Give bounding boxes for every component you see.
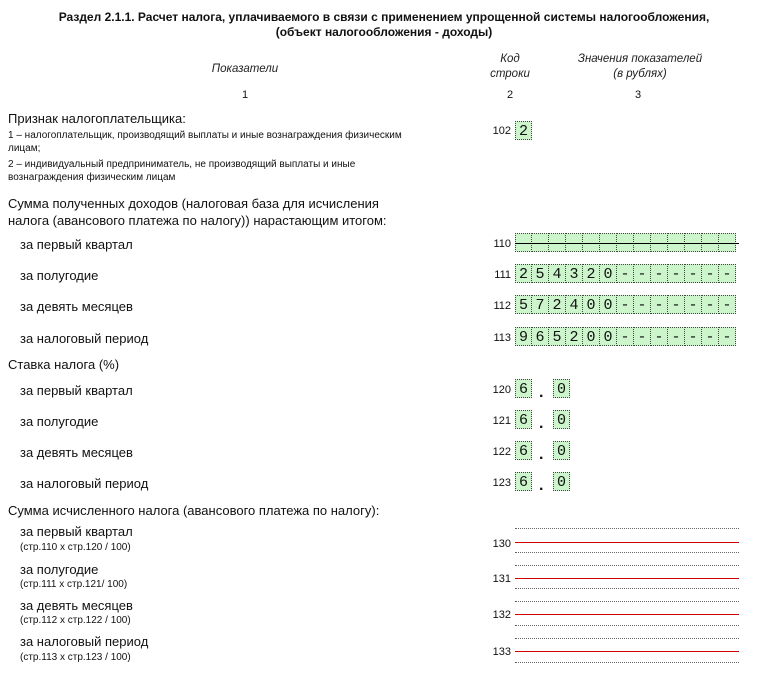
- column-header-values-line2: (в рублях): [613, 68, 667, 80]
- rate-half-year-whole-field[interactable]: [515, 410, 532, 429]
- column-number-2: 2: [506, 89, 514, 101]
- income-row-label: за полугодие: [20, 268, 99, 283]
- rate-row-label: за полугодие: [20, 414, 99, 429]
- digit-cell[interactable]: -: [617, 327, 634, 346]
- calculated-row-formula: (стр.111 х стр.121/ 100): [20, 579, 128, 590]
- cell-grid-bottom: [515, 662, 739, 663]
- calculated-row-formula: (стр.112 х стр.122 / 100): [20, 615, 131, 626]
- rate-q1-frac-field[interactable]: [553, 379, 570, 398]
- taxpayer-sign-label: Признак налогоплательщика:: [8, 111, 186, 126]
- strike-line-131[interactable]: [515, 578, 739, 579]
- digit-cell[interactable]: 6: [515, 410, 532, 429]
- strike-line-130[interactable]: [515, 542, 739, 543]
- strike-line-110: [515, 243, 739, 244]
- line-code-121: 121: [492, 415, 511, 427]
- digit-cell[interactable]: 0: [553, 410, 570, 429]
- digit-cell[interactable]: 0: [553, 441, 570, 460]
- income-nine-months-field[interactable]: [515, 295, 736, 314]
- section-title-line2: (объект налогообложения - доходы): [275, 25, 493, 39]
- digit-cell[interactable]: -: [668, 295, 685, 314]
- digit-cell[interactable]: -: [634, 295, 651, 314]
- digit-cell[interactable]: -: [651, 264, 668, 283]
- digit-cell[interactable]: -: [634, 264, 651, 283]
- cell-grid-top: [515, 638, 739, 639]
- line-code-120: 120: [492, 384, 511, 396]
- rate-nine-months-whole-field[interactable]: [515, 441, 532, 460]
- digit-cell[interactable]: 0: [553, 379, 570, 398]
- cell-grid-bottom: [515, 588, 739, 589]
- digit-cell[interactable]: 2: [566, 327, 583, 346]
- section-title-line1: Раздел 2.1.1. Расчет налога, уплачиваемого в связи с применением упрощенной системы налогообложения,: [58, 10, 710, 24]
- line-code-123: 123: [492, 477, 511, 489]
- column-number-1: 1: [241, 89, 249, 101]
- digit-cell[interactable]: 0: [600, 327, 617, 346]
- digit-cell[interactable]: -: [617, 295, 634, 314]
- line-code-133: 133: [492, 646, 511, 658]
- rate-tax-period-whole-field[interactable]: [515, 472, 532, 491]
- digit-cell[interactable]: -: [651, 327, 668, 346]
- digit-cell[interactable]: 6: [515, 441, 532, 460]
- line-code-111: 111: [494, 269, 511, 281]
- digit-cell[interactable]: 6: [532, 327, 549, 346]
- line-code-122: 122: [492, 446, 511, 458]
- column-header-code-line1: Код: [500, 53, 520, 65]
- digit-cell[interactable]: 5: [549, 327, 566, 346]
- income-tax-period-field[interactable]: [515, 327, 736, 346]
- decimal-point: .: [539, 446, 544, 463]
- digit-cell[interactable]: -: [702, 264, 719, 283]
- taxpayer-option1-line2: лицам;: [8, 143, 41, 154]
- income-row-label: за первый квартал: [20, 237, 133, 252]
- line-code-132: 132: [492, 609, 511, 621]
- decimal-point: .: [539, 415, 544, 432]
- calculated-row-formula: (стр.110 х стр.120 / 100): [20, 542, 131, 553]
- strike-line-132[interactable]: [515, 614, 739, 615]
- digit-cell[interactable]: -: [668, 264, 685, 283]
- rate-q1-whole-field[interactable]: [515, 379, 532, 398]
- digit-cell[interactable]: 0: [600, 295, 617, 314]
- taxpayer-option2-line2: вознаграждения физическим лицам: [8, 172, 176, 183]
- rate-nine-months-frac-field[interactable]: [553, 441, 570, 460]
- line-code-112: 112: [493, 300, 511, 312]
- digit-cell[interactable]: 0: [583, 327, 600, 346]
- taxpayer-option2-line1: 2 – индивидуальный предприниматель, не производящий выплаты и иные: [8, 159, 356, 170]
- cell-grid-top: [515, 601, 739, 602]
- digit-cell[interactable]: 5: [532, 264, 549, 283]
- taxpayer-option1-line1: 1 – налогоплательщик, производящий выплаты и иные вознаграждения физическим: [8, 130, 402, 141]
- rate-row-label: за девять месяцев: [20, 445, 133, 460]
- income-row-label: за налоговый период: [20, 331, 149, 346]
- digit-cell[interactable]: 2: [515, 264, 532, 283]
- rate-row-label: за налоговый период: [20, 476, 149, 491]
- digit-cell[interactable]: -: [668, 327, 685, 346]
- income-heading-line2: налога (авансового платежа по налогу)) нарастающим итогом:: [8, 213, 387, 228]
- column-header-values-line1: Значения показателей: [577, 53, 703, 65]
- digit-cell[interactable]: -: [719, 295, 736, 314]
- cell-grid-bottom: [515, 552, 739, 553]
- digit-cell[interactable]: -: [651, 295, 668, 314]
- line-code-110: 110: [493, 238, 511, 250]
- column-number-3: 3: [634, 89, 642, 101]
- calculated-heading: Сумма исчисленного налога (авансового платежа по налогу):: [8, 503, 380, 518]
- rate-tax-period-frac-field[interactable]: [553, 472, 570, 491]
- digit-cell[interactable]: 6: [515, 379, 532, 398]
- digit-cell[interactable]: -: [702, 327, 719, 346]
- calculated-row-label: за первый квартал: [20, 524, 133, 539]
- income-heading-line1: Сумма полученных доходов (налоговая база для исчисления: [8, 196, 379, 211]
- digit-cell[interactable]: -: [634, 327, 651, 346]
- digit-cell[interactable]: -: [719, 264, 736, 283]
- calculated-row-label: за налоговый период: [20, 634, 149, 649]
- rate-half-year-frac-field[interactable]: [553, 410, 570, 429]
- cell-grid-top: [515, 528, 739, 529]
- income-half-year-field[interactable]: [515, 264, 736, 283]
- digit-cell[interactable]: -: [685, 327, 702, 346]
- digit-cell[interactable]: 0: [583, 295, 600, 314]
- line-code-102: 102: [492, 125, 511, 137]
- column-header-indicators: Показатели: [211, 63, 279, 75]
- digit-cell[interactable]: 9: [515, 327, 532, 346]
- digit-cell[interactable]: 2: [549, 295, 566, 314]
- decimal-point: .: [539, 384, 544, 401]
- strike-line-133[interactable]: [515, 651, 739, 652]
- digit-cell[interactable]: 2: [583, 264, 600, 283]
- digit-cell[interactable]: 0: [553, 472, 570, 491]
- taxpayer-sign-field[interactable]: [515, 121, 532, 140]
- digit-cell[interactable]: 6: [515, 472, 532, 491]
- digit-cell[interactable]: -: [685, 295, 702, 314]
- digit-cell[interactable]: 7: [532, 295, 549, 314]
- calculated-row-formula: (стр.113 х стр.123 / 100): [20, 652, 131, 663]
- digit-cell[interactable]: 4: [549, 264, 566, 283]
- column-header-code-line2: строки: [490, 68, 530, 80]
- line-code-130: 130: [492, 538, 511, 550]
- income-row-label: за девять месяцев: [20, 299, 133, 314]
- taxpayer-sign-digit[interactable]: 2: [515, 121, 532, 140]
- calculated-row-label: за девять месяцев: [20, 598, 133, 613]
- digit-cell[interactable]: 5: [515, 295, 532, 314]
- decimal-point: .: [539, 477, 544, 494]
- rate-row-label: за первый квартал: [20, 383, 133, 398]
- cell-grid-bottom: [515, 625, 739, 626]
- digit-cell[interactable]: 0: [600, 264, 617, 283]
- cell-grid-top: [515, 565, 739, 566]
- digit-cell[interactable]: -: [719, 327, 736, 346]
- digit-cell[interactable]: -: [685, 264, 702, 283]
- line-code-113: 113: [493, 332, 511, 344]
- digit-cell[interactable]: 4: [566, 295, 583, 314]
- rate-heading: Ставка налога (%): [8, 357, 120, 372]
- calculated-row-label: за полугодие: [20, 562, 99, 577]
- digit-cell[interactable]: -: [702, 295, 719, 314]
- digit-cell[interactable]: -: [617, 264, 634, 283]
- digit-cell[interactable]: 3: [566, 264, 583, 283]
- line-code-131: 131: [492, 573, 511, 585]
